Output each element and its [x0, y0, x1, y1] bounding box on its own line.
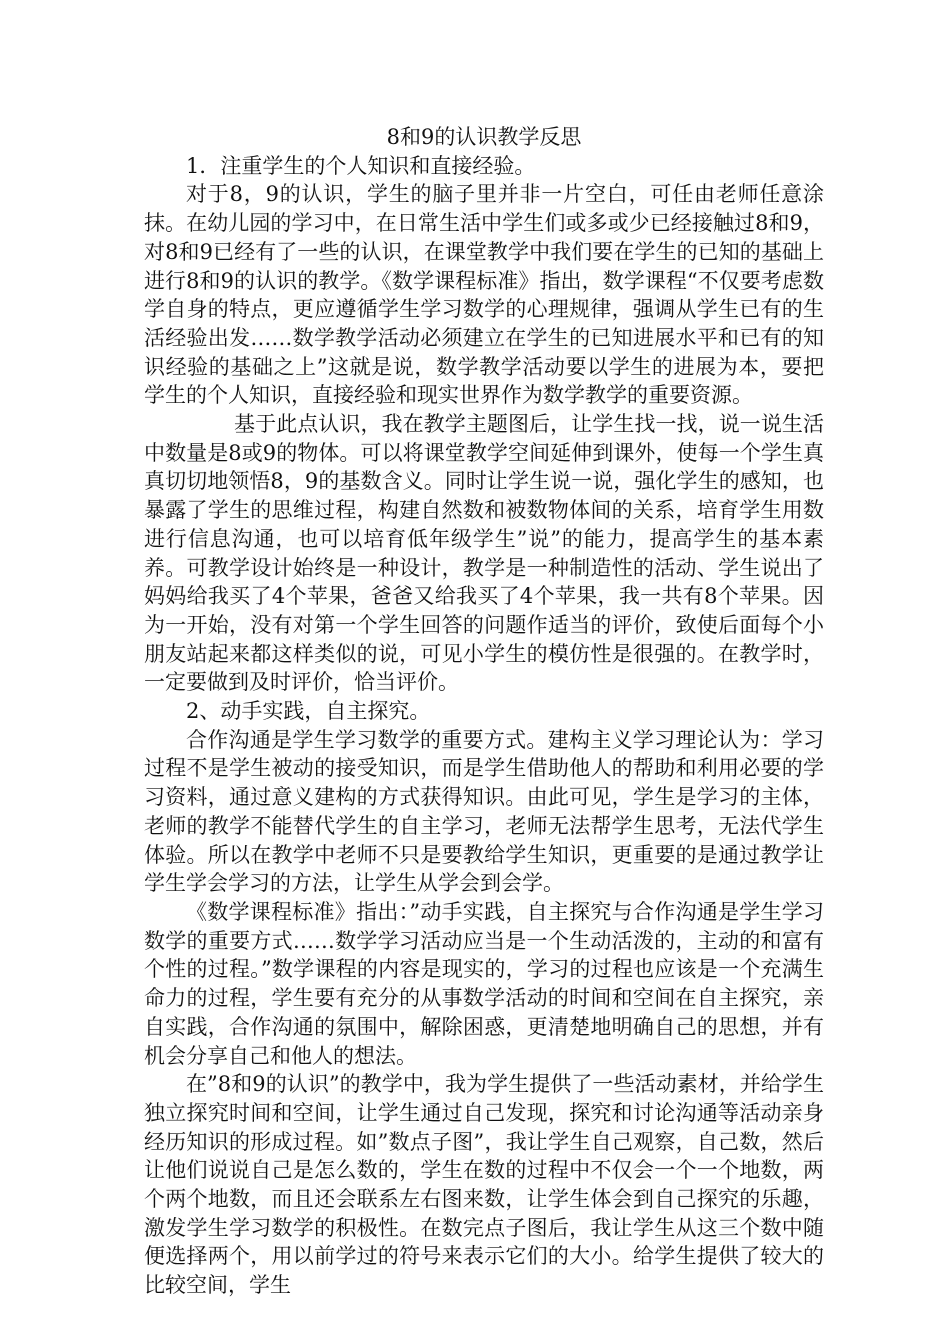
section-heading-1: 1．注重学生的个人知识和直接经验。 [186, 153, 536, 178]
body-paragraph-4: 《数学课程标准》指出：”动手实践，自主探究与合作沟通是学生学习数学的重要方式……数学学习活动应当是一个生动活泼的，主动的和富有个性的过程。”数学课程的内容是现实的，学习的过程也应该是一个充满生命力的过程，学生要有充分的从事数学活动的时间和空间在自主探究，亲自实践，合作沟通的氛围中，解除困惑，更清楚地明确自己的思想，并有机会分享自己和他人的想法。 [144, 899, 824, 1068]
body-paragraph-5: 在”8和9的认识”的教学中，我为学生提供了一些活动素材，并给学生独立探究时间和空间，让学生通过自己发现，探究和讨论沟通等活动亲身经历知识的形成过程。如”数点子图”，我让学生自己观察，自己数，然后让他们说说自己是怎么数的，学生在数的过程中不仅会一个一个地数，两个两个地数，而且还会联系左右图来数，让学生体会到自己探究的乐趣，激发学生学习数学的积极性。在数完点子图后，我让学生从这三个数中随便选择两个，用以前学过的符号来表示它们的大小。给学生提供了较大的比较空间，学生 [144, 1072, 824, 1298]
body-paragraph-3: 合作沟通是学生学习数学的重要方式。建构主义学习理论认为：学习过程不是学生被动的接受知识，而是学生借助他人的帮助和利用必要的学习资料，通过意义建构的方式获得知识。由此可见，学生是学习的主体，老师的教学不能替代学生的自主学习，老师无法帮学生思考，无法代学生体验。所以在教学中老师不只是要教给学生知识，更重要的是通过教学让学生学会学习的方法，让学生从学会到会学。 [144, 727, 824, 896]
body-paragraph-2: 基于此点认识，我在教学主题图后，让学生找一找，说一说生活中数量是8或9的物体。可以将课堂教学空间延伸到课外，使每一个学生真真切切地领悟8，9的基数含义。同时让学生说一说，强化学生的感知，也暴露了学生的思维过程，构建自然数和被数物体间的关系，培育学生用数进行信息沟通，也可以培育低年级学生”说”的能力，提高学生的基本素养。可教学设计始终是一种设计，教学是一种制造性的活动、学生说出了妈妈给我买了4个苹果，爸爸又给我买了4个苹果，我一共有8个苹果。因为一开始，没有对第一个学生回答的问题作适当的评价，致使后面每个小朋友站起来都这样类似的说，可见小学生的模仿性是很强的。在教学时，一定要做到及时评价，恰当评价。 [144, 412, 824, 695]
section-heading-2: 2、动手实践，自主探究。 [186, 699, 431, 724]
document-page [144, 123, 824, 1300]
document-title: 8和9的认识教学反思 [386, 125, 582, 149]
body-paragraph-1: 对于8，9的认识，学生的脑子里并非一片空白，可任由老师任意涂抹。在幼儿园的学习中，在日常生活中学生们或多或少已经接触过8和9，对8和9已经有了一些的认识，在课堂教学中我们要在学生的已知的基础上进行8和9的认识的教学。《数学课程标准》指出，数学课程“不仅要考虑数学自身的特点，更应遵循学生学习数学的心理规律，强调从学生已有的生活经验出发……数学教学活动必须建立在学生的已知进展水平和已有的知识经验的基础之上”这就是说，数学教学活动要以学生的进展为本，要把学生的个人知识，直接经验和现实世界作为数学教学的重要资源。 [144, 182, 824, 408]
